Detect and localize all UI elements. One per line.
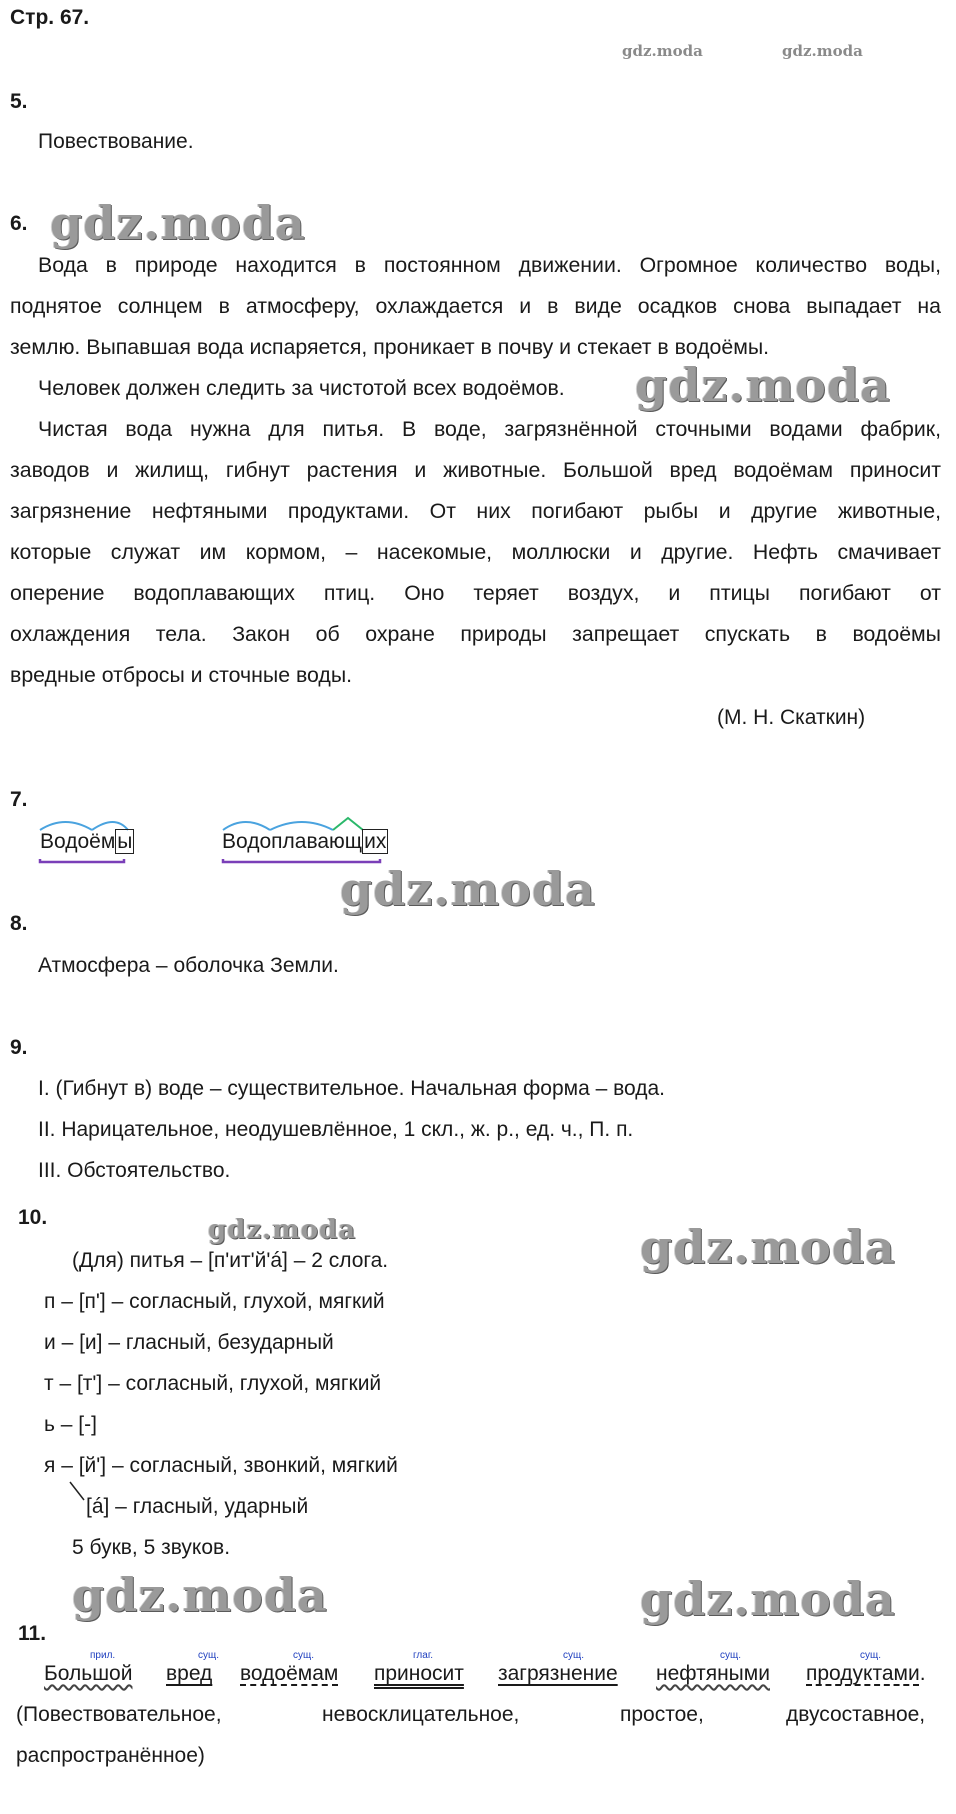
sound-line: ь – [-] xyxy=(44,1413,97,1436)
sentence-word xyxy=(374,1662,464,1686)
watermark: gdz.moda xyxy=(640,1220,896,1274)
sound-line: я – [й'] – согласный, звонкий, мягкий xyxy=(44,1454,398,1477)
pos-label: сущ. xyxy=(198,1650,220,1661)
word: загрязнение xyxy=(498,1662,618,1685)
text-line: I. (Гибнут в) воде – существительное. Начальная форма – вода. xyxy=(38,1077,665,1100)
pos-label: сущ. xyxy=(563,1650,585,1661)
pos-label: прил. xyxy=(90,1650,116,1661)
word-stem: Водоём xyxy=(40,830,116,853)
pos-label: сущ. xyxy=(293,1650,315,1661)
text-line: оперение водоплавающих птиц. Оно теряет воздух, и птицы погибают от xyxy=(10,581,941,605)
pos-label: сущ. xyxy=(720,1650,742,1661)
task-number: 10. xyxy=(18,1206,48,1229)
sentence-word xyxy=(806,1662,926,1686)
word-ending: ы xyxy=(117,830,133,853)
task-number: 5. xyxy=(10,90,28,113)
text-line: заводов и жилищ, гибнут растения и животные. Большой вред водоёмам приносит xyxy=(10,458,941,482)
sentence-word xyxy=(44,1662,132,1686)
page-label: Стр. 67. xyxy=(10,6,90,29)
text-line: землю. Выпавшая вода испаряется, проникает в почву и стекает в водоёмы. xyxy=(10,335,770,359)
sound-line: [á] – гласный, ударный xyxy=(86,1495,309,1518)
sound-line: и – [и] – гласный, безударный xyxy=(44,1331,334,1354)
sentence-word xyxy=(498,1662,618,1686)
word: вред xyxy=(166,1662,213,1685)
watermark: gdz.moda xyxy=(208,1215,357,1245)
task-number: 9. xyxy=(10,1036,28,1059)
phonetic-header: (Для) питья – [п'ит'й'á] – 2 слога. xyxy=(72,1249,389,1272)
morpheme-word xyxy=(222,830,388,854)
word: приносит xyxy=(374,1662,464,1685)
task-number: 11. xyxy=(18,1622,47,1645)
task-answer: Повествование. xyxy=(38,130,194,153)
watermark: gdz.moda xyxy=(640,1572,896,1626)
sound-line: т – [т'] – согласный, глухой, мягкий xyxy=(44,1372,382,1395)
text-line: II. Нарицательное, неодушевлённое, 1 скл., ж. р., ед. ч., П. п. xyxy=(38,1118,634,1141)
watermark: gdz.moda xyxy=(50,196,306,250)
watermark: gdz.moda xyxy=(782,42,863,60)
description-part: двусоставное, xyxy=(786,1703,926,1726)
branch-line xyxy=(68,1480,88,1504)
morpheme-word xyxy=(40,830,134,854)
task-number: 6. xyxy=(10,212,28,235)
word: водоёмам xyxy=(240,1662,339,1685)
task-number: 8. xyxy=(10,912,28,935)
pos-label: глаг. xyxy=(413,1650,434,1661)
sentence-period: . xyxy=(919,1662,926,1685)
word-stem: Водоплавающ xyxy=(222,830,363,853)
text-line: Вода в природе находится в постоянном движении. Огромное количество воды, xyxy=(38,253,941,277)
watermark: gdz.moda xyxy=(622,42,703,60)
text-line: которые служат им кормом, – насекомые, моллюски и другие. Нефть смачивает xyxy=(10,540,941,564)
text-line: охлаждения тела. Закон об охране природы запрещает спускать в водоёмы xyxy=(10,622,941,646)
sentence-word xyxy=(240,1662,338,1686)
word-ending: их xyxy=(364,830,387,853)
description-part: (Повествовательное, xyxy=(16,1703,222,1726)
description-part: простое, xyxy=(620,1703,704,1726)
task-number: 7. xyxy=(10,788,28,811)
task-answer: Атмосфера – оболочка Земли. xyxy=(38,954,339,977)
description-part: невосклицательное, xyxy=(322,1703,520,1726)
text-line: III. Обстоятельство. xyxy=(38,1159,231,1182)
text-line: вредные отбросы и сточные воды. xyxy=(10,663,353,687)
watermark: gdz.moda xyxy=(340,862,596,916)
author: (М. Н. Скаткин) xyxy=(717,706,866,729)
word: нефтяными xyxy=(656,1662,770,1685)
word: Большой xyxy=(44,1662,133,1685)
word: продуктами xyxy=(806,1662,920,1685)
text-line: Чистая вода нужна для питья. В воде, загрязнённой сточными водами фабрик, xyxy=(38,417,941,441)
summary: 5 букв, 5 звуков. xyxy=(72,1536,231,1559)
sentence-word xyxy=(166,1662,212,1686)
text-line: загрязнение нефтяными продуктами. От них погибают рыбы и другие животные, xyxy=(10,499,941,523)
text-line: Человек должен следить за чистотой всех водоёмов. xyxy=(38,376,565,400)
text-line: поднятое солнцем в атмосферу, охлаждается и в виде осадков снова выпадает на xyxy=(10,294,941,318)
description-last: распространённое) xyxy=(16,1744,205,1767)
pos-label: сущ. xyxy=(860,1650,882,1661)
sentence-word xyxy=(656,1662,770,1686)
watermark: gdz.moda xyxy=(72,1568,328,1622)
sound-line: п – [п'] – согласный, глухой, мягкий xyxy=(44,1290,385,1313)
watermark: gdz.moda xyxy=(635,358,891,412)
